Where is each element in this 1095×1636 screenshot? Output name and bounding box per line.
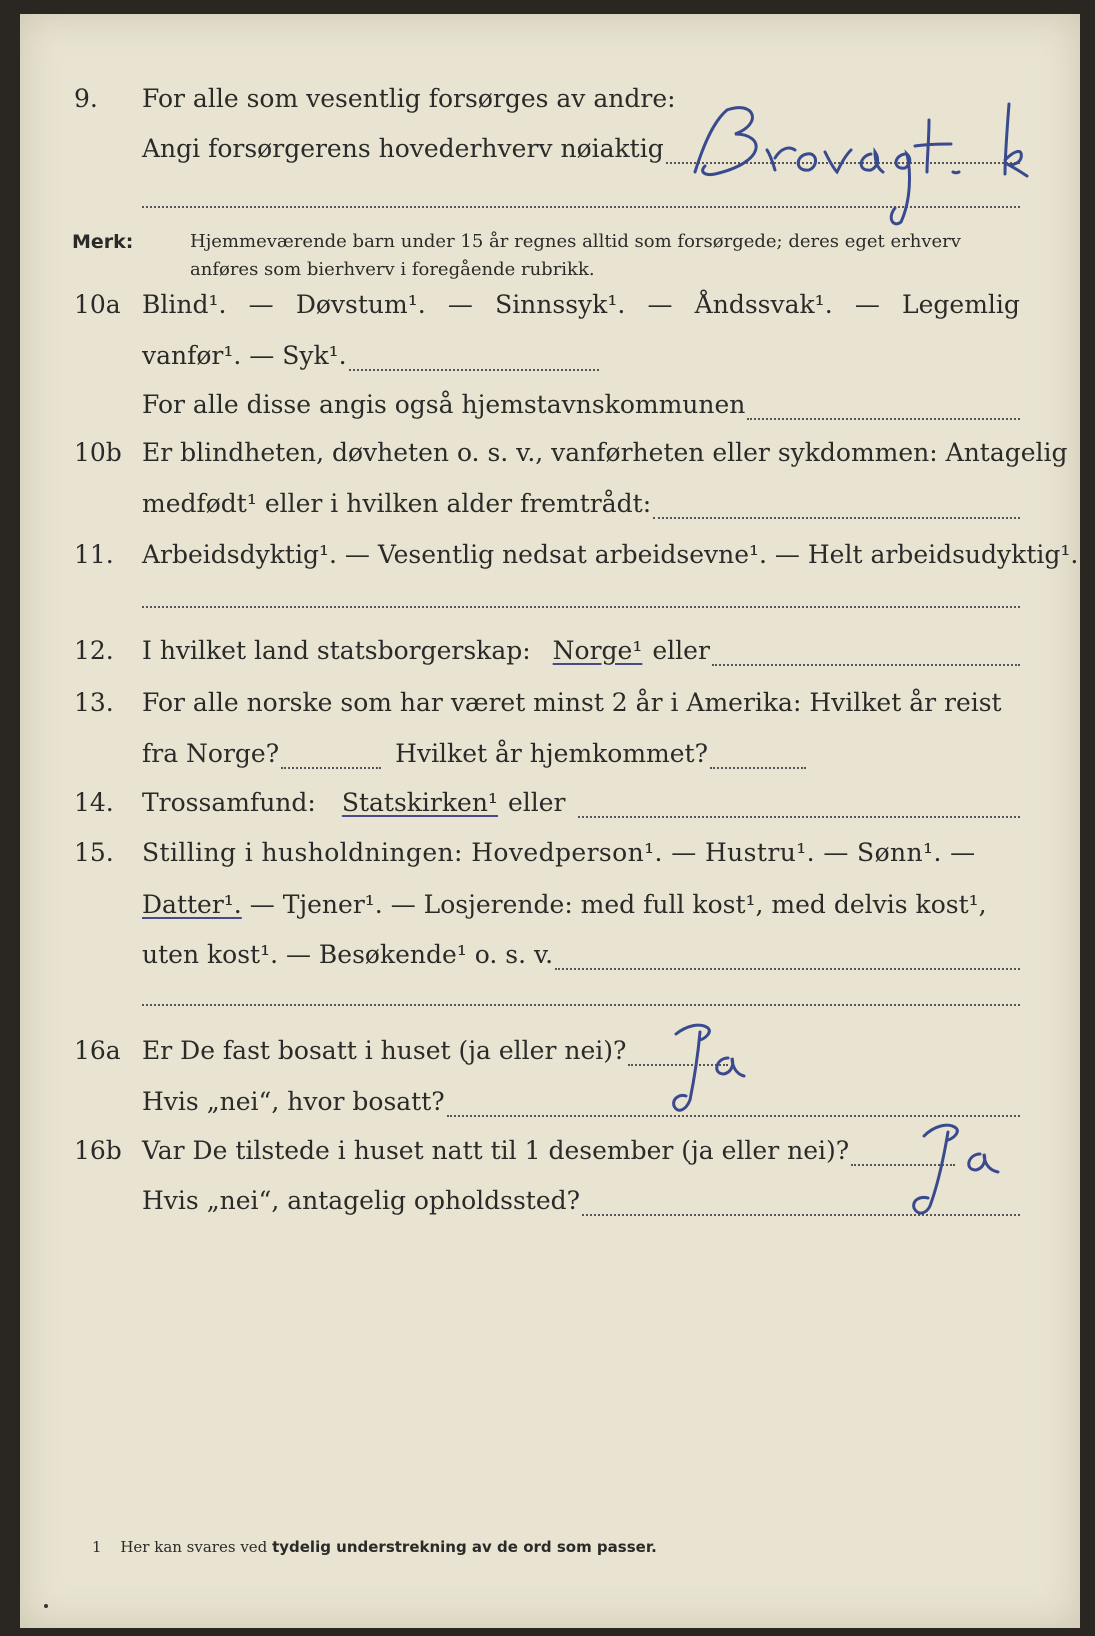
dash: — [854,290,880,319]
q13-reist-field[interactable] [281,749,381,769]
q15-answer-field[interactable] [555,950,1020,970]
q10b-answer-field[interactable] [653,499,1020,519]
q16a-number: 16a [74,1036,121,1065]
q16b-text-line2: Hvis „nei“, antagelig opholdssted? [142,1186,581,1215]
q11-number: 11. [74,540,114,569]
q13-number: 13. [74,688,114,717]
dash: — [647,290,673,319]
footnote-bold-text: tydelig understrekning av de ord som passer. [272,1538,657,1556]
option-datter[interactable]: Datter¹. [142,890,242,919]
footnote-text: Her kan svares ved [120,1538,268,1556]
option-vanfor-syk[interactable]: vanfør¹. — Syk¹. [142,341,347,370]
dash: — [248,290,274,319]
q12-answer-field[interactable] [712,646,1020,666]
q11-text[interactable]: Arbeidsdyktig¹. — Vesentlig nedsat arbeidsevne¹. — Helt arbeidsudyktig¹. [142,540,1079,569]
q10b-text-line1: Er blindheten, døvheten o. s. v., vanførheten eller sykdommen: Antagelig [142,438,1068,467]
option-norge[interactable]: Norge¹ [552,636,643,665]
q10b-number: 10b [74,438,122,467]
option-blind[interactable]: Blind¹. [142,290,227,319]
q9-number: 9. [74,84,98,113]
option-andssvak[interactable]: Åndssvak¹. [694,290,833,319]
q13-text-line1: For alle norske som har været minst 2 år i Amerika: Hvilket år reist [142,688,1002,717]
q9-handwritten-answer [675,100,1035,230]
option-statskirken[interactable]: Statskirken¹ [341,788,498,817]
dash: — [447,290,473,319]
q10a-hjemstavn-text: For alle disse angis også hjemstavnskommunen [142,390,746,419]
census-form-page [20,14,1080,1628]
option-dovstum[interactable]: Døvstum¹. [295,290,426,319]
q15-number: 15. [74,838,114,867]
q14-text: Trossamfund: [142,788,316,817]
q10a-number: 10a [74,290,121,319]
q10b-text-line2: medfødt¹ eller i hvilken alder fremtrådt: [142,489,652,518]
q16b-handwritten-answer [900,1114,1010,1226]
q13-hjemkommet-label: Hvilket år hjemkommet? [395,739,709,768]
ink-spot [44,1604,48,1608]
q10a-hjemstavn-field[interactable] [747,400,1020,420]
q13-hjemkommet-field[interactable] [710,749,806,769]
q13-reist-label: fra Norge? [142,739,280,768]
q16a-handwritten-answer [656,1014,756,1124]
q16b-text-line1: Var De tilstede i huset natt til 1 desember (ja eller nei)? [142,1136,850,1165]
q16a-text-line2: Hvis „nei“, hvor bosatt? [142,1087,445,1116]
merk-text-line1: Hjemmeværende barn under 15 år regnes alltid som forsørgede; deres eget erhverv [190,231,961,252]
q16a-text-line1: Er De fast bosatt i huset (ja eller nei)? [142,1036,627,1065]
footnote [92,1538,657,1556]
q15-text-line2[interactable]: — Tjener¹. — Losjerende: med full kost¹, med delvis kost¹, [249,890,987,919]
q12-number: 12. [74,636,114,665]
option-legemlig[interactable]: Legemlig [902,290,1020,319]
q14-answer-field[interactable] [578,798,1021,818]
q15-text-line3[interactable]: uten kost¹. — Besøkende¹ o. s. v. [142,940,554,969]
q10a-syk-field[interactable] [349,351,599,371]
q16b-number: 16b [74,1136,122,1165]
q12-text: I hvilket land statsborgerskap: [142,636,531,665]
merk-note [72,229,1020,256]
footnote-mark: 1 [92,1538,102,1556]
option-sinnssyk[interactable]: Sinnssyk¹. [495,290,626,319]
q15-text-line1[interactable]: Stilling i husholdningen: Hovedperson¹. — Hustru¹. — Sønn¹. — [142,838,976,867]
q14-eller: eller [507,788,566,817]
merk-text-line2: anføres som bierhverv i foregående rubrikk. [190,259,595,280]
q12-eller: eller [652,636,710,665]
merk-label: Merk: [72,231,134,253]
q14-number: 14. [74,788,114,817]
q9-text-line1: For alle som vesentlig forsørges av andre: [142,84,676,113]
q9-text-line2: Angi forsørgerens hovederhverv nøiaktig [142,134,664,163]
q11-blank-line[interactable] [142,606,1020,608]
q15-blank-line[interactable] [142,1004,1020,1006]
